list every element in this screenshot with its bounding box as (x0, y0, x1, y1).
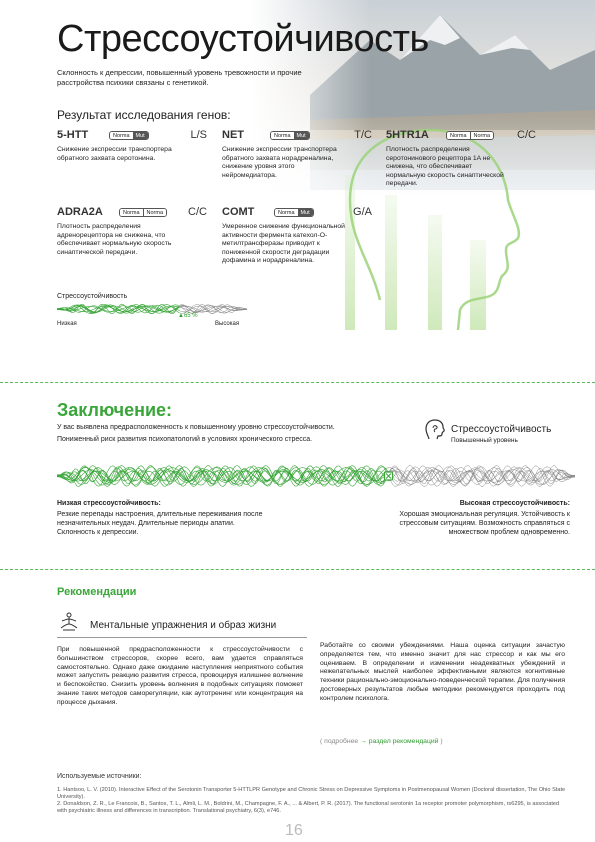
small-resistance-scale (57, 302, 247, 316)
gene-genotype: T/C (354, 129, 372, 141)
scale-high-label: Высокая (215, 321, 240, 327)
gene-genotype: G/A (353, 206, 372, 218)
gene-description: Плотность распределения адренорецептора не снижена, что обеспечивает нормальную скорость синаптической передачи. (57, 223, 172, 256)
source-item: 1. Hantsoo, L. V. (2010). Interactive Effect of the Serotonin Transporter 5-HTTLPR Genotype and Chronic Stress on Depressive Symptoms in Postmenopausal Women (Doctoral dissertation, The Ohio State University). (57, 787, 566, 800)
scale-label: Стрессоустойчивость (57, 293, 128, 300)
recommendations-subtitle: Ментальные упражнения и образ жизни (90, 620, 277, 631)
gene-card-5htt (57, 128, 207, 163)
divider-dashed (0, 382, 595, 383)
more-link-row (320, 738, 443, 745)
scale-low-label: Низкая (57, 321, 77, 327)
sources-title: Используемые источники: (57, 773, 142, 780)
low-resistance-text: Резкие перепады настроения, длительные переживания после незначительных неудач. Длительные периоды апатии. Склонность к депрессии. (57, 511, 263, 536)
gene-card-5htr1a (386, 128, 536, 189)
badge-subtitle: Повышенный уровень (451, 437, 518, 444)
gene-genotype: C/C (517, 129, 536, 141)
pill-right: Mut (133, 132, 148, 139)
pill-right: Mut (298, 209, 313, 216)
conclusion-title: Заключение: (57, 400, 173, 420)
scale-percent-value: 65 % (183, 313, 198, 319)
gene-card-comt (222, 205, 372, 266)
genotype-pill (446, 131, 494, 140)
gene-name: NET (222, 129, 244, 141)
recommendations-section-link[interactable]: → раздел рекомендаций (360, 738, 439, 745)
gene-name: ADRA2A (57, 206, 103, 218)
pill-left: Norma (271, 132, 294, 139)
pill-left: Norma (120, 209, 143, 216)
more-close: ) (440, 738, 443, 745)
high-resistance-text: Хорошая эмоциональная регуляция. Устойчивость к стрессовым ситуациям. Возможность справляться с множеством проблем одновременно. (399, 511, 570, 536)
gene-description: Плотность распределения серотонинового рецептора 1A не снижена, что обеспечивает нормальную скорость синаптической передачи. (386, 146, 504, 187)
conclusion-text-2: Пониженный риск развития психопатологий в условиях хронического стресса. (57, 436, 313, 443)
pill-right: Norma (470, 132, 494, 139)
meditation-icon (57, 612, 81, 632)
page-number: 16 (285, 822, 303, 839)
gene-genotype: C/C (188, 206, 207, 218)
pill-left: Norma (447, 132, 470, 139)
badge-title: Стрессоустойчивость (451, 424, 552, 435)
gene-description: Умеренное снижение функциональной активности фермента катехол-О-метилтрансферазы приводит к пониженной скорости деградации дофамина и норадреналина. (222, 223, 345, 264)
gene-genotype: L/S (190, 129, 207, 141)
gene-name: 5-HTT (57, 129, 89, 141)
genotype-pill (119, 208, 167, 217)
gene-description: Снижение экспрессии транспортера обратного захвата серотонина. (57, 146, 172, 162)
pill-left: Norma (110, 132, 133, 139)
scale-percent-label: ▲65 % (178, 313, 198, 319)
subtitle-underline (57, 637, 307, 638)
high-resistance-title: Высокая стрессоустойчивость: (459, 500, 570, 507)
gene-name: 5HTR1A (386, 129, 429, 141)
genotype-pill (274, 208, 314, 217)
low-resistance-title: Низкая стрессоустойчивость: (57, 500, 161, 507)
page-subtitle: Склонность к депрессии, повышенный уровень тревожности и прочие расстройства психики связаны с генетикой. (57, 68, 302, 87)
pill-right: Mut (294, 132, 309, 139)
pill-right: Norma (143, 209, 167, 216)
divider-dashed (0, 569, 595, 570)
page-title: Стрессоустойчивость (57, 18, 429, 60)
gene-card-net (222, 128, 372, 180)
recommendation-column-1: При повышенной предрасположенности к стрессоустойчивости с большинством стрессоров, скорее всего, вам удается справляться самостоятельно. Однако даже ожидание наступления неприятного события может запустить реакцию развития стресса, провоцируя излишнее волнение и беспокойство. Снизить уровень волнения в подобных ситуациях поможет знание таких методов саморегуляции, как аутотренинг или концентрация на процессе дыхания. (57, 646, 303, 706)
genotype-pill (109, 131, 149, 140)
conclusion-text-1: У вас выявлена предрасположенность к повышенному уровню стрессоустойчивости. (57, 424, 335, 431)
gene-card-adra2a (57, 205, 207, 257)
large-resistance-scale (57, 464, 575, 488)
gene-name: COMT (222, 206, 255, 218)
head-icon (425, 418, 445, 440)
pill-left: Norma (275, 209, 298, 216)
gene-description: Снижение экспрессии транспортера обратного захвата норадреналина, снижение уровня этого нейромедиатора. (222, 146, 337, 179)
recommendation-column-2: Работайте со своими убеждениями. Наша оценка ситуации зачастую определяется тем, что именно значит для нас стрессор и как мы его оцениваем. В определении и изменении неадекватных убеждений и нежелательных мыслей наиболее эффективными являются когнитивные техники рационально-эмоционально-поведенческой терапии. Для получения достоверных результатов любые методики рекомендуется проходить под контролем психолога. (320, 642, 565, 702)
recommendations-title: Рекомендации (57, 586, 137, 598)
source-item: 2. Donaldson, Z. R., Le Francois, B., Santos, T. L., Almli, L. M., Boldrini, M., Champagne, F. A., ... & Albert, P. R. (2017). The functional serotonin 1a receptor promoter polymorphism, rs6295, is associated with psychiatric illness and differences in transcription. Translational psychiatry, 6(3), e746. (57, 801, 560, 814)
genes-heading: Результат исследования генов: (57, 108, 231, 122)
genotype-pill (270, 131, 310, 140)
scale-marker (385, 472, 393, 480)
more-open: ( подробнее (320, 738, 359, 745)
